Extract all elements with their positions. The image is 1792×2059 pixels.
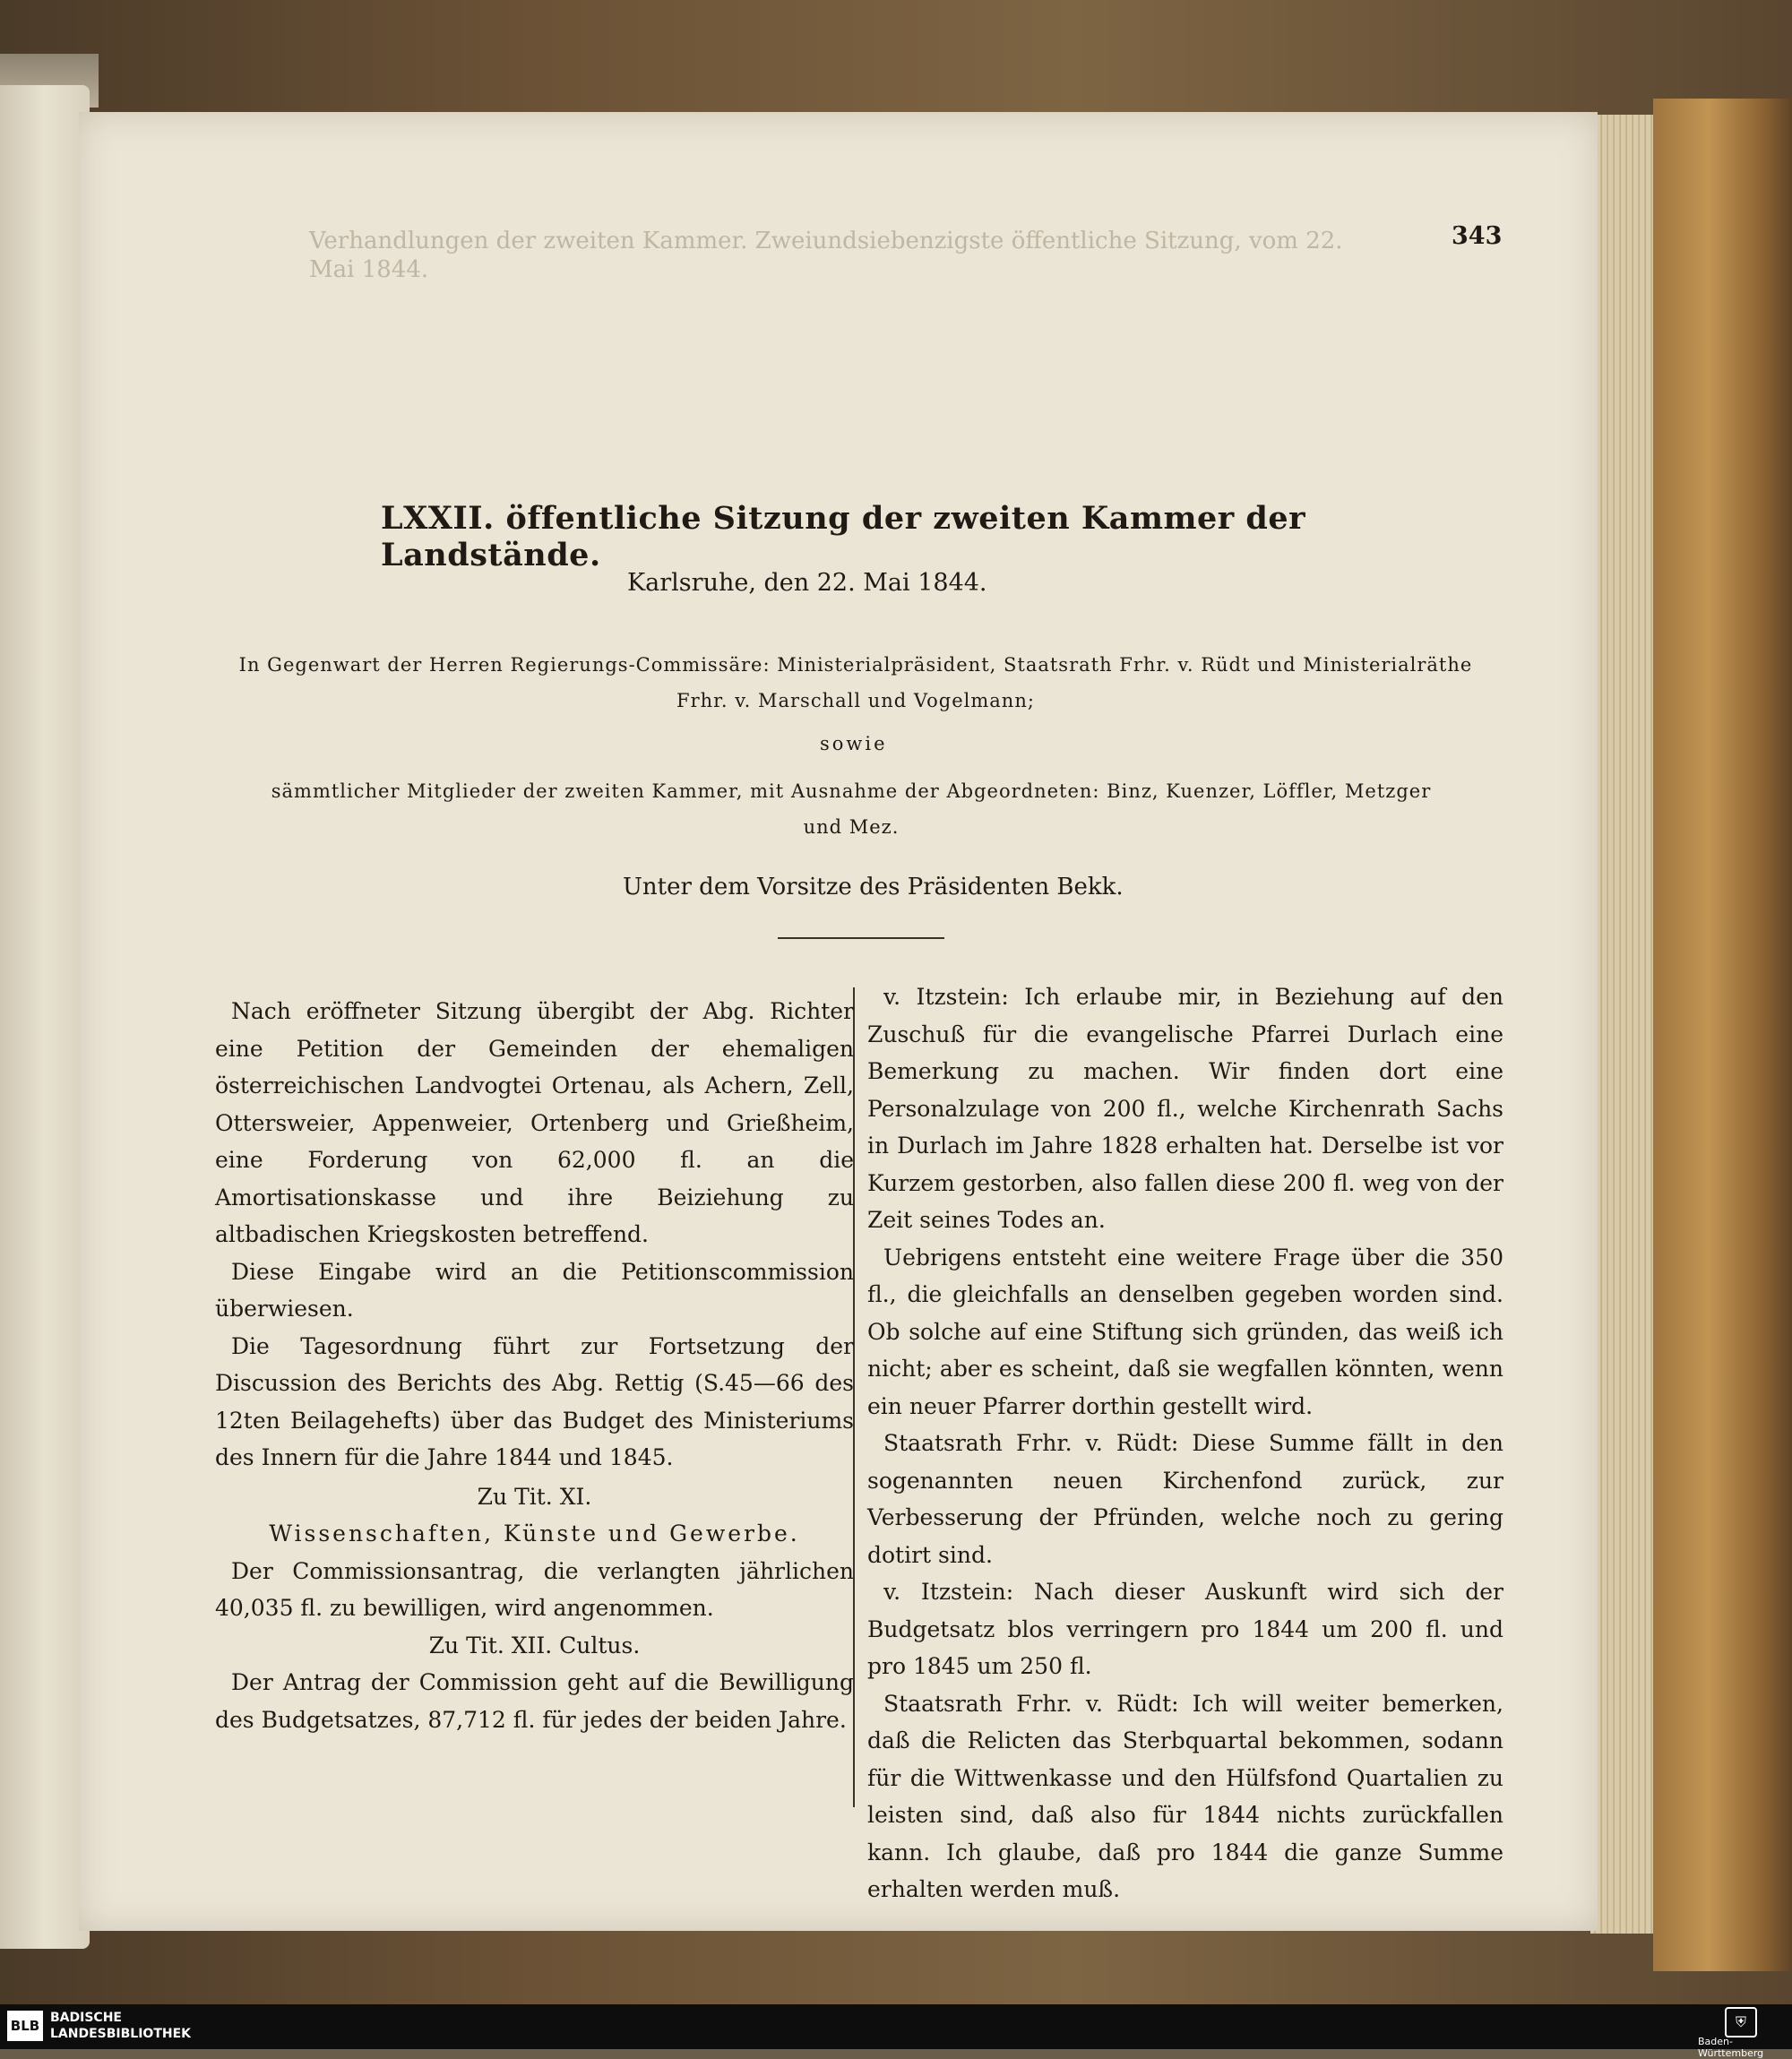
library-name [50,2010,191,2042]
paragraph: v. Itzstein: Nach dieser Auskunft wird sich der Budgetsatz blos verringern pro 1844 um 200 fl. und pro 1845 um 250 fl. [867,1579,1503,1679]
book-cover-edge [1653,99,1792,1971]
page-title: LXXII. öffentliche Sitzung der zweiten Kammer der Landstände. [381,500,1306,573]
section-heading: Zu Tit. XI. [477,1483,592,1510]
left-column [215,993,854,1738]
section-heading: Zu Tit. XII. Cultus. [428,1632,641,1658]
paragraph: Staatsrath Frhr. v. Rüdt: Ich will weiter bemerken, daß die Relicten das Sterbquartal bekommen, sodann für die Wittwenkasse und den Hülfsfond Quartalien zu leisten sind, daß also für 1844 nichts zurückfallen kann. Ich glaube, daß pro 1844 die ganze Summe erhalten werden muß. [867,1690,1503,1902]
paragraph: Staatsrath Frhr. v. Rüdt: Diese Summe fällt in den sogenannten neuen Kirchenfond zurück, zur Verbesserung der Pfründen, welche noch zu gering dotirt sind. [867,1430,1503,1568]
show-through-header: Verhandlungen der zweiten Kammer. Zweiundsiebenzigste öffentliche Sitzung, vom 22. Mai 1844. [309,228,1343,283]
partner-name: Baden-Württemberg [1698,2036,1764,2059]
page-edges [1590,115,1653,1934]
page-number: 343 [1452,222,1503,250]
right-column [867,978,1503,1908]
members-line: sämmtlicher Mitglieder der zweiten Kammer, mit Ausnahme der Abgeordneten: Binz, Kuenzer, Löffler, Metzger und Mez. [271,780,1432,838]
coat-of-arms-icon: ⛨ [1725,2007,1757,2037]
chair-line: Unter dem Vorsitze des Präsidenten Bekk. [623,874,1124,900]
library-name-line2: LANDESBIBLIOTHEK [50,2027,192,2041]
paragraph: Nach eröffneter Sitzung übergibt der Abg. Richter eine Petition der Gemeinden der ehemaligen österreichischen Landvogtei Ortenau, als Achern, Zell, Ottersweier, Appenweier, Ortenberg und Grießheim, eine Forderung von 62,000 fl. an die Amortisationskasse und ihre Beiziehung zu altbadischen Kriegskosten betreffend. [215,998,854,1247]
footer-bar [0,2004,1792,2049]
title-rule [778,937,944,939]
blb-logo: BLB [7,2011,43,2041]
dateline: Karlsruhe, den 22. Mai 1844. [627,569,987,597]
paragraph: v. Itzstein: Ich erlaube mir, in Beziehung auf den Zuschuß für die evangelische Pfarrei Durlach eine Bemerkung zu machen. Wir finden dort eine Personalzulage von 200 fl., welche Kirchenrath Sachs in Durlach im Jahre 1828 erhalten hat. Derselbe ist vor Kurzem gestorben, also fallen diese 200 fl. weg von der Zeit seines Todes an. [867,984,1503,1233]
paragraph: Der Commissionsantrag, die verlangten jährlichen 40,035 fl. zu bewilligen, wird angenommen. [215,1557,854,1621]
paragraph: Diese Eingabe wird an die Petitionscommission überwiesen. [215,1258,854,1322]
left-page [0,85,90,1949]
sowie-line: sowie [820,733,888,754]
paragraph: Der Antrag der Commission geht auf die Bewilligung des Budgetsatzes, 87,712 fl. für jedes der beiden Jahre. [215,1669,854,1733]
presence-line: In Gegenwart der Herren Regierungs-Commissäre: Ministerialpräsident, Staatsrath Frhr. v. Rüdt und Ministerialräthe Frhr. v. Marschall und Vogelmann; [238,654,1473,711]
paragraph: Die Tagesordnung führt zur Fortsetzung der Discussion des Berichts des Abg. Rettig (S.45—66 des 12ten Beilagehefts) über das Budget des Ministeriums des Innern für die Jahre 1844 und 1845. [215,1332,854,1470]
paragraph: Uebrigens entsteht eine weitere Frage über die 350 fl., die gleichfalls an denselben gegeben worden sind. Ob solche auf eine Stiftung sich gründen, das weiß ich nicht; aber es scheint, daß sie wegfallen könnten, wenn ein neuer Pfarrer dorthin gestellt wird. [867,1244,1503,1419]
section-subheading: Wissenschaften, Künste und Gewerbe. [269,1521,800,1546]
library-name-line1: BADISCHE [50,2011,122,2025]
